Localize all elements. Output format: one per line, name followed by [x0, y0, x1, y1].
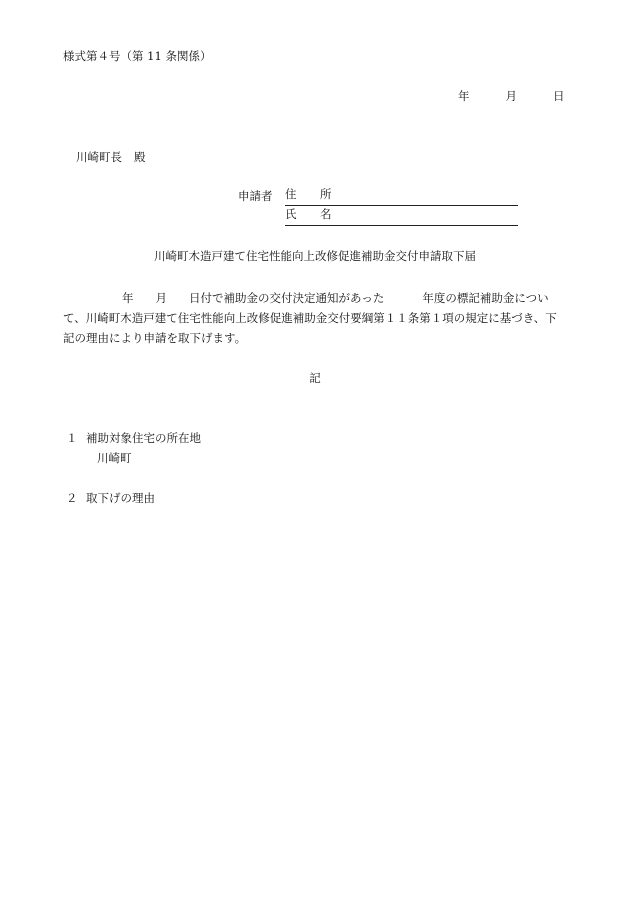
ki-heading: 記	[309, 371, 321, 385]
name-field[interactable]	[285, 209, 518, 226]
address-label	[285, 187, 332, 201]
address-label-char-1: 住	[285, 187, 297, 201]
item-2-number: ２	[66, 491, 78, 505]
body-month-label: 月	[155, 291, 167, 305]
body-line-1	[122, 293, 549, 305]
body-line-2: て、川崎町木造戸建て住宅性能向上改修促進補助金交付要綱第１１条第１項の規定に基づき、下	[63, 311, 557, 325]
item-1-value: 川崎町	[97, 451, 132, 465]
item-1	[66, 433, 201, 445]
body-line1-end: 年度の標記補助金につい	[422, 291, 549, 305]
date-line	[458, 91, 565, 103]
date-month-label: 月	[505, 89, 517, 103]
body-line1-mid: 日付で補助金の交付決定通知があった	[189, 291, 385, 305]
item-2-label: 取下げの理由	[86, 491, 155, 505]
date-day-label: 日	[553, 89, 565, 103]
addressee-honorific: 殿	[134, 150, 146, 164]
name-label-char-2: 名	[320, 207, 332, 221]
body-line-3: 記の理由により申請を取下げます。	[63, 331, 247, 345]
document-title: 川崎町木造戸建て住宅性能向上改修促進補助金交付申請取下届	[154, 249, 476, 263]
applicant-label: 申請者	[238, 189, 273, 203]
address-label-char-2: 所	[320, 187, 332, 201]
form-number: 様式第４号（第 11 条関係）	[63, 49, 212, 63]
addressee	[76, 152, 146, 164]
item-1-number: １	[66, 431, 78, 445]
address-field[interactable]	[285, 189, 518, 206]
name-label	[285, 207, 332, 221]
item-1-label: 補助対象住宅の所在地	[86, 431, 201, 445]
body-year-label: 年	[122, 291, 134, 305]
item-2	[66, 493, 155, 505]
name-label-char-1: 氏	[285, 207, 297, 221]
addressee-name: 川崎町長	[76, 150, 122, 164]
date-year-label: 年	[458, 89, 470, 103]
